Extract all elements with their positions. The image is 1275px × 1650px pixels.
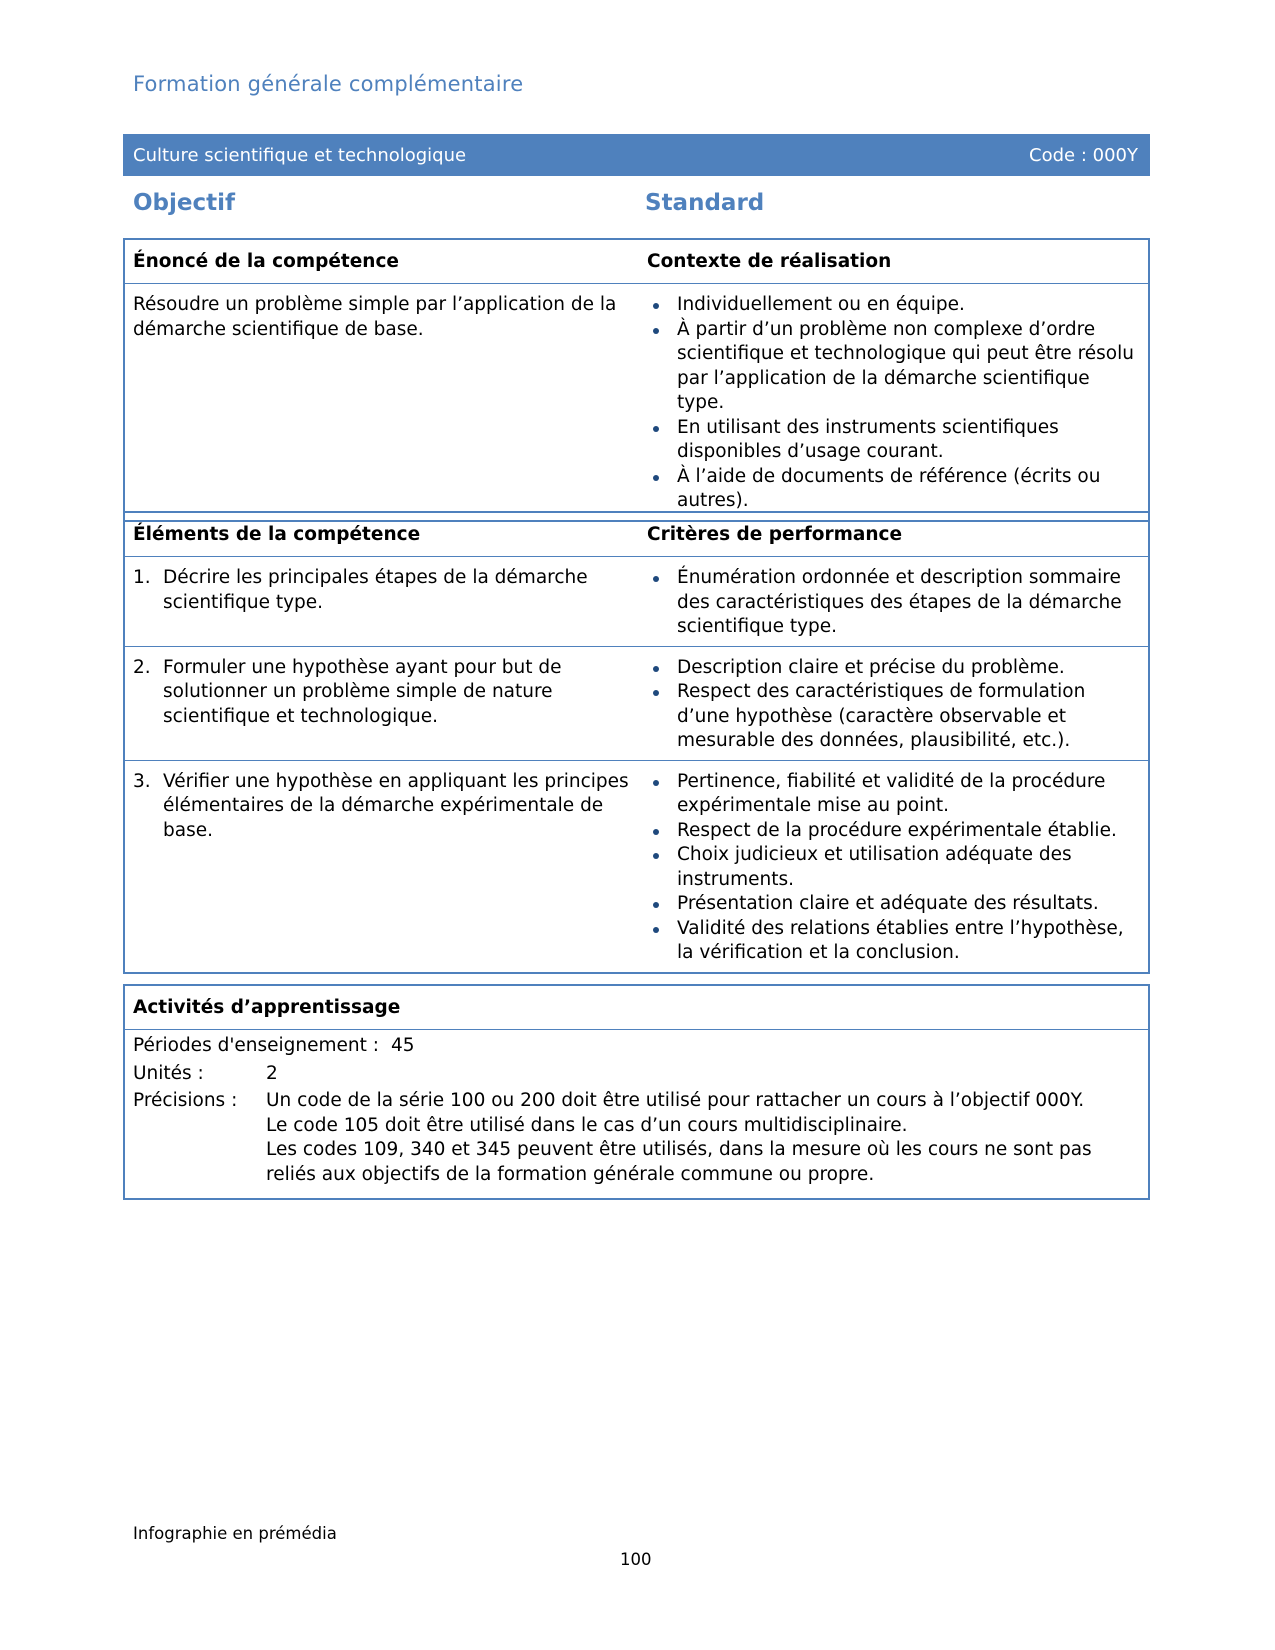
competency-statement-table bbox=[123, 238, 1150, 522]
detail-text: Le code 105 doit être utilisé dans le cas d’un cours multidisciplinaire. bbox=[266, 1114, 908, 1136]
list-item: Pertinence, fiabilité et validité de la procédure expérimentale mise au point. bbox=[647, 770, 1139, 819]
list-item: À partir d’un problème non complexe d’ordre scientifique et technologique qui peut être résolu par l’application de la démarche scientifique type. bbox=[647, 318, 1139, 416]
table-row bbox=[125, 761, 1148, 972]
criteria-list bbox=[647, 770, 1139, 966]
element-number: 1. bbox=[133, 567, 151, 588]
bullet-icon bbox=[647, 293, 677, 318]
bullet-icon bbox=[647, 917, 677, 966]
detail-text: Les codes 109, 340 et 345 peuvent être utilisés, dans la mesure où les cours ne sont pas reliés aux objectifs de la formation générale commune ou propre. bbox=[266, 1139, 1092, 1185]
bullet-icon bbox=[647, 416, 677, 465]
detail-text: Un code de la série 100 ou 200 doit être utilisé pour rattacher un cours à l’objectif 000Y. bbox=[266, 1090, 1085, 1111]
bullet-icon bbox=[647, 843, 677, 892]
periods-line bbox=[133, 1034, 1140, 1059]
list-item: Respect de la procédure expérimentale établie. bbox=[647, 819, 1139, 844]
units-label: Unités : bbox=[133, 1062, 204, 1084]
learning-activities-table bbox=[123, 984, 1150, 1200]
bullet-icon bbox=[647, 770, 677, 819]
list-item: Présentation claire et adéquate des résultats. bbox=[647, 892, 1139, 917]
criteria-list bbox=[647, 566, 1139, 640]
list-item: Validité des relations établies entre l’hypothèse, la vérification et la conclusion. bbox=[647, 917, 1139, 966]
activities-body bbox=[125, 1030, 1148, 1198]
course-header-bar bbox=[123, 134, 1150, 176]
criteria-cell bbox=[637, 557, 1147, 646]
bullet-icon bbox=[647, 680, 677, 754]
table-header bbox=[125, 240, 1148, 284]
bullet-icon bbox=[647, 892, 677, 917]
column-titles bbox=[123, 190, 1150, 226]
element-text: Formuler une hypothèse ayant pour but de solutionner un problème simple de nature scientifique et technologique. bbox=[163, 656, 562, 727]
header-criteria: Critères de performance bbox=[647, 524, 903, 545]
element-cell bbox=[125, 647, 637, 760]
element-text: Vérifier une hypothèse en appliquant les principes élémentaires de la démarche expérimentale de base. bbox=[163, 770, 629, 841]
bullet-icon bbox=[647, 566, 677, 640]
units-value: 2 bbox=[266, 1062, 278, 1084]
element-cell bbox=[125, 761, 637, 972]
element-number: 3. bbox=[133, 770, 151, 792]
footer-program: Infographie en prémédia bbox=[133, 1524, 337, 1543]
page-number: 100 bbox=[620, 1550, 652, 1569]
header-elements: Éléments de la compétence bbox=[133, 524, 421, 545]
details-line bbox=[133, 1089, 1140, 1187]
periods-label: Périodes d'enseignement : bbox=[133, 1035, 380, 1056]
section-title: Formation générale complémentaire bbox=[133, 72, 524, 96]
header-context: Contexte de réalisation bbox=[647, 251, 892, 272]
criteria-cell bbox=[637, 761, 1147, 972]
table-header bbox=[125, 513, 1148, 557]
criteria-list bbox=[647, 656, 1139, 754]
list-item: En utilisant des instruments scientifiques disponibles d’usage courant. bbox=[647, 416, 1139, 465]
table-row bbox=[125, 284, 1148, 520]
list-item: Individuellement ou en équipe. bbox=[647, 293, 1139, 318]
table-row bbox=[125, 557, 1148, 647]
course-name: Culture scientifique et technologique bbox=[133, 144, 467, 166]
list-item: Description claire et précise du problème. bbox=[647, 656, 1139, 681]
list-item: Choix judicieux et utilisation adéquate des instruments. bbox=[647, 843, 1139, 892]
details-value bbox=[266, 1089, 1140, 1187]
header-activities: Activités d’apprentissage bbox=[133, 997, 401, 1018]
competency-statement: Résoudre un problème simple par l’application de la démarche scientifique de base. bbox=[133, 294, 617, 340]
list-item: Énumération ordonnée et description sommaire des caractéristiques des étapes de la démarche scientifique type. bbox=[647, 566, 1139, 640]
table-header bbox=[125, 986, 1148, 1030]
periods-value: 45 bbox=[391, 1035, 415, 1056]
course-code: Code : 000Y bbox=[1029, 144, 1138, 166]
element-cell bbox=[125, 557, 637, 646]
list-item: Respect des caractéristiques de formulation d’une hypothèse (caractère observable et mesurable des données, plausibilité, etc.). bbox=[647, 680, 1139, 754]
element-text: Décrire les principales étapes de la démarche scientifique type. bbox=[163, 567, 588, 613]
bullet-icon bbox=[647, 656, 677, 681]
context-cell bbox=[637, 284, 1147, 520]
context-list bbox=[647, 293, 1139, 514]
bullet-icon bbox=[647, 465, 677, 514]
standard-title: Standard bbox=[645, 190, 765, 216]
criteria-cell bbox=[637, 647, 1147, 760]
header-statement: Énoncé de la compétence bbox=[133, 251, 399, 272]
bullet-icon bbox=[647, 318, 677, 416]
list-item: À l’aide de documents de référence (écrits ou autres). bbox=[647, 465, 1139, 514]
element-number: 2. bbox=[133, 656, 151, 678]
competency-elements-table bbox=[123, 511, 1150, 974]
objective-title: Objectif bbox=[133, 190, 236, 216]
details-label: Précisions : bbox=[133, 1090, 238, 1111]
table-row bbox=[125, 647, 1148, 761]
bullet-icon bbox=[647, 819, 677, 844]
units-line bbox=[133, 1062, 1140, 1087]
